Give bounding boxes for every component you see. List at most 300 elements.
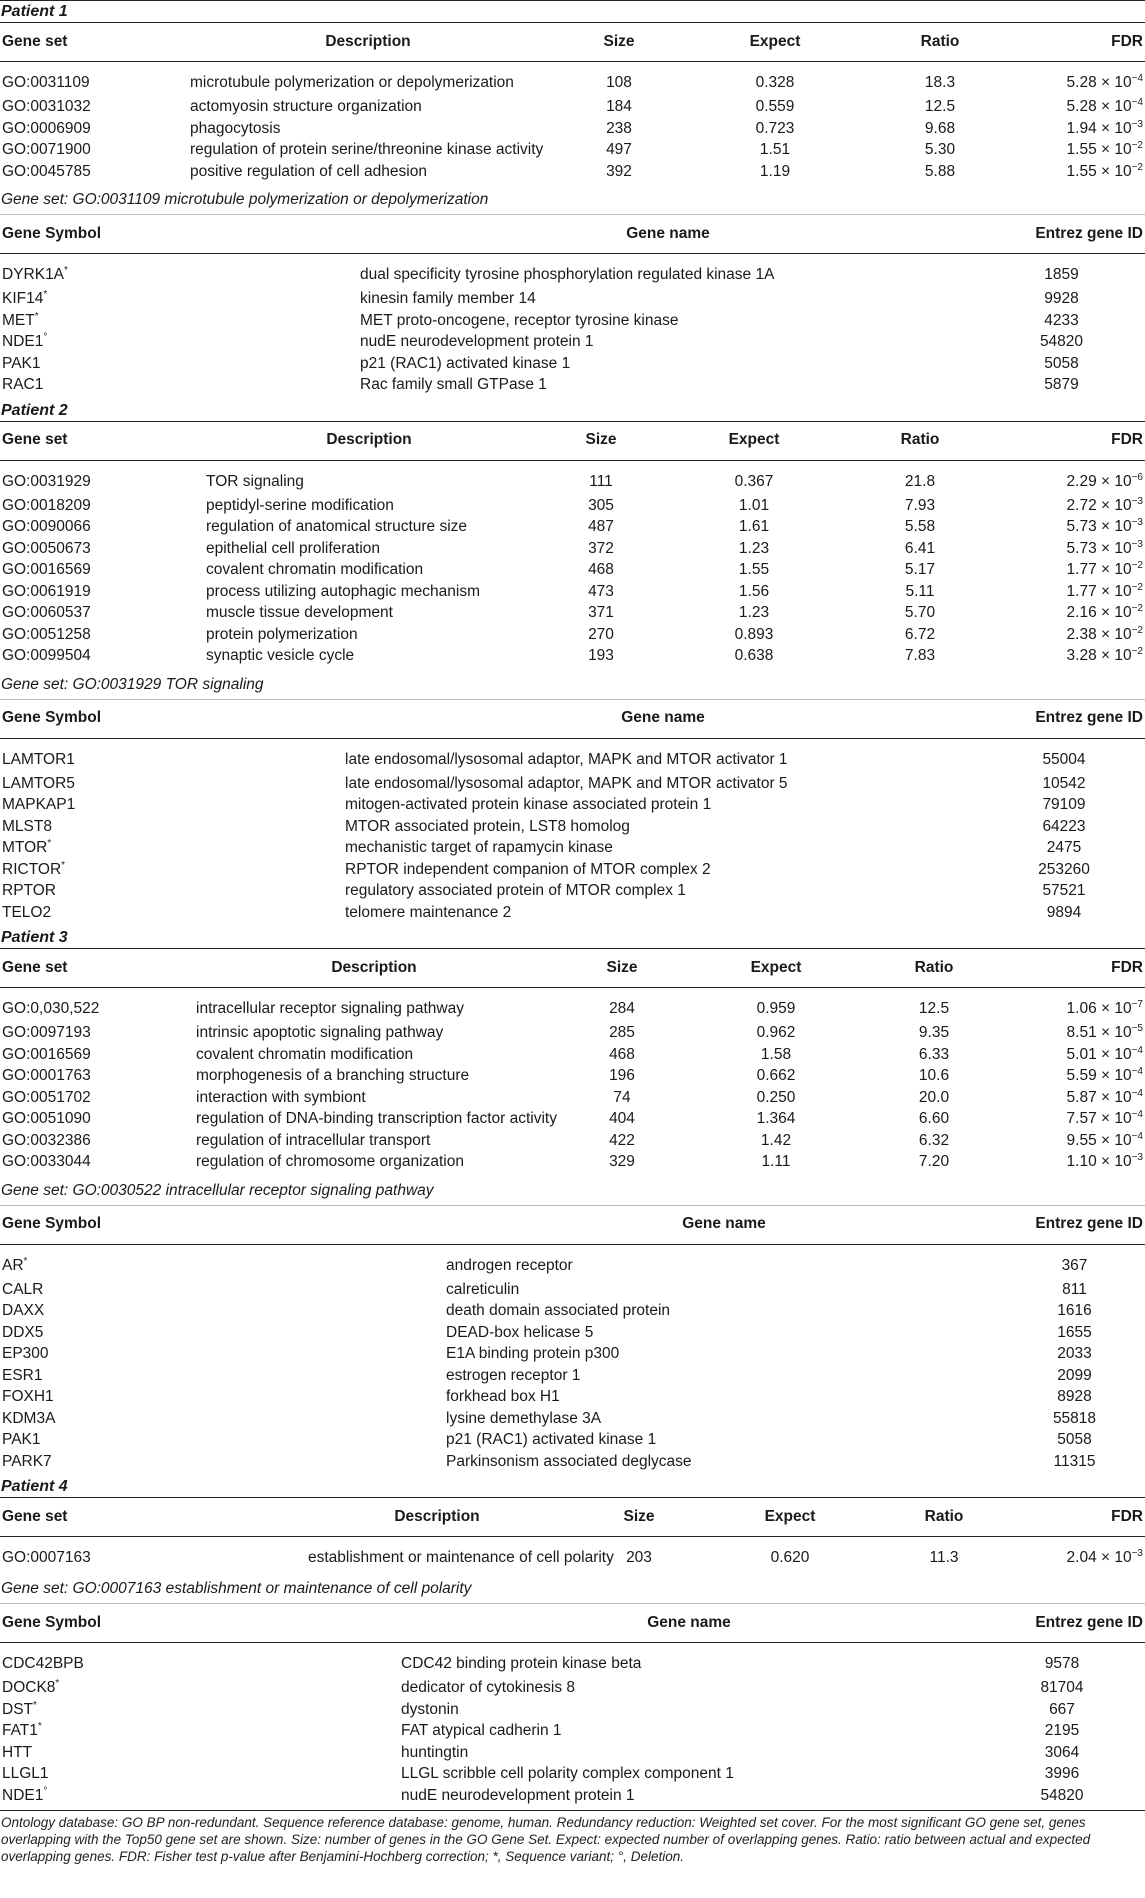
gene-set-size-cell: 74 (613, 1088, 631, 1106)
gene-set-expect-cell: 1.55 (738, 561, 770, 579)
gene-row (0, 1786, 1145, 1811)
gene-name-cell: regulatory associated protein of MTOR complex 1 (345, 882, 686, 900)
gene-symbol-cell (0, 795, 343, 817)
gene-name-cell: p21 (RAC1) activated kinase 1 (360, 354, 571, 372)
gene-set-fdr-cell (1006, 988, 1145, 1024)
fdr-exponent: −3 (1131, 538, 1143, 550)
fdr-mantissa: 2.72 × 10 (1066, 496, 1132, 514)
gene-symbol: TELO2 (2, 903, 52, 921)
gene-name-cell: CDC42 binding protein kinase beta (401, 1655, 642, 1673)
gene-symbol-cell (0, 903, 343, 928)
gene-set-desc-cell: regulation of intracellular transport (196, 1131, 431, 1149)
gene-set-ratio-cell: 6.33 (918, 1045, 950, 1063)
gene-set-expect-cell: 0.367 (734, 472, 774, 490)
column-header-size: Size (548, 23, 690, 62)
variant-marker: * (23, 1255, 28, 1267)
gene-symbol-cell (0, 1344, 444, 1366)
gene-set-ratio-cell: 5.70 (904, 604, 936, 622)
entrez-id-cell: 11315 (1053, 1452, 1096, 1470)
column-header-gene-name: Gene name (399, 1604, 979, 1643)
gene-set-desc-cell: TOR signaling (206, 472, 304, 490)
gene-set-ratio-cell: 6.60 (918, 1110, 950, 1128)
gene-symbol: PAK1 (2, 354, 41, 372)
gene-name-cell: late endosomal/lysosomal adaptor, MAPK and MTOR activator 5 (345, 774, 788, 792)
gene-set-header-row (0, 949, 1145, 988)
gene-set-size-cell: 371 (588, 604, 614, 622)
gene-set-expect-cell: 0.662 (756, 1067, 796, 1085)
gene-name-cell: death domain associated protein (446, 1302, 671, 1320)
gene-symbol-cell (0, 1643, 399, 1679)
fdr-mantissa: 1.77 × 10 (1066, 582, 1132, 600)
gene-set-id-cell: GO:0051702 (2, 1088, 91, 1106)
gene-set-ratio-cell: 6.41 (904, 539, 936, 557)
gene-symbol-cell (0, 817, 343, 839)
gene-set-row (0, 539, 1145, 561)
gene-symbol-cell (0, 254, 358, 290)
gene-row (0, 774, 1145, 796)
gene-set-id-cell: GO:0097193 (2, 1024, 91, 1042)
gene-symbol-cell (0, 354, 358, 376)
gene-symbol: RPTOR (2, 882, 56, 900)
gene-set-ratio-cell: 9.68 (924, 119, 956, 137)
gene-set-expect-cell: 0.328 (755, 74, 795, 92)
gene-set-fdr-cell (1020, 97, 1145, 119)
column-header-description: Description (194, 949, 554, 988)
gene-row (0, 1721, 1145, 1743)
fdr-mantissa: 5.28 × 10 (1066, 98, 1132, 116)
gene-name-cell: androgen receptor (446, 1256, 573, 1274)
gene-set-fdr-cell (1006, 1066, 1145, 1088)
gene-set-ratio-cell: 5.58 (904, 518, 936, 536)
fdr-mantissa: 1.94 × 10 (1066, 119, 1132, 137)
gene-set-fdr-cell (1018, 1537, 1145, 1576)
gene-symbol: LAMTOR5 (2, 774, 75, 792)
gene-name-cell: estrogen receptor 1 (446, 1366, 581, 1384)
gene-name-cell: RPTOR independent companion of MTOR complex 2 (345, 860, 711, 878)
column-header-size: Size (534, 422, 668, 461)
fdr-mantissa: 5.59 × 10 (1066, 1067, 1132, 1085)
gene-row (0, 375, 1145, 400)
gene-set-desc-cell: phagocytosis (190, 119, 281, 137)
gene-set-ratio-cell: 12.5 (918, 1000, 950, 1018)
gene-row (0, 1387, 1145, 1409)
gene-symbol: PAK1 (2, 1431, 41, 1449)
gene-set-desc-cell: interaction with symbiont (196, 1088, 366, 1106)
column-header-expect: Expect (710, 1498, 870, 1537)
gene-set-size-cell: 196 (609, 1067, 635, 1085)
gene-set-expect-cell: 0.723 (755, 119, 795, 137)
gene-set-desc-cell: peptidyl-serine modification (206, 496, 394, 514)
column-header-expect: Expect (690, 23, 860, 62)
gene-symbol: ESR1 (2, 1366, 43, 1384)
gene-set-row (0, 1131, 1145, 1153)
gene-symbol-cell (0, 1678, 399, 1700)
entrez-id-cell: 10542 (1042, 774, 1086, 792)
gene-name-cell: mitogen-activated protein kinase associated protein 1 (345, 796, 712, 814)
gene-set-ratio-cell: 7.83 (904, 647, 936, 665)
gene-set-size-cell: 203 (626, 1549, 652, 1567)
fdr-mantissa: 1.77 × 10 (1066, 561, 1132, 579)
gene-set-id-cell: GO:0018209 (2, 496, 91, 514)
gene-symbol-cell (0, 1323, 444, 1345)
gene-set-fdr-cell (1020, 162, 1145, 187)
gene-row (0, 1678, 1145, 1700)
variant-marker: * (34, 310, 39, 322)
gene-set-size-cell: 497 (606, 141, 632, 159)
gene-row (0, 838, 1145, 860)
gene-symbol-cell (0, 881, 343, 903)
gene-set-id-cell: GO:0051258 (2, 625, 91, 643)
patient-title: Patient 4 (0, 1476, 1145, 1498)
gene-set-expect-cell: 1.23 (738, 604, 770, 622)
column-header-gene-set: Gene set (0, 422, 204, 461)
gene-symbol-cell (0, 774, 343, 796)
gene-set-id-cell: GO:0031929 (2, 472, 91, 490)
gene-symbol-cell (0, 1700, 399, 1722)
gene-symbol: CALR (2, 1280, 44, 1298)
gene-set-fdr-cell (1000, 646, 1145, 671)
fdr-exponent: −4 (1131, 1130, 1143, 1142)
entrez-id-cell: 811 (1062, 1280, 1087, 1298)
column-header-gene-name: Gene name (343, 700, 983, 739)
gene-row (0, 817, 1145, 839)
gene-set-row (0, 582, 1145, 604)
gene-symbol: KDM3A (2, 1409, 56, 1427)
gene-name-cell: nudE neurodevelopment protein 1 (401, 1786, 635, 1804)
gene-set-size-cell: 468 (609, 1045, 635, 1063)
gene-symbol-cell (0, 1280, 444, 1302)
fdr-mantissa: 1.55 × 10 (1066, 162, 1132, 180)
variant-marker: * (37, 1721, 42, 1733)
gene-set-id-cell: GO:0090066 (2, 518, 91, 536)
gene-header-row (0, 1604, 1145, 1643)
gene-set-row (0, 162, 1145, 187)
fdr-exponent: −4 (1131, 97, 1143, 109)
gene-header-row (0, 700, 1145, 739)
gene-set-desc-cell: covalent chromatin modification (196, 1045, 414, 1063)
gene-set-expect-cell: 0.962 (756, 1024, 796, 1042)
gene-table (0, 215, 1145, 400)
column-header-gene-symbol: Gene Symbol (0, 1604, 399, 1643)
fdr-exponent: −4 (1131, 1087, 1143, 1099)
gene-set-size-cell: 329 (609, 1153, 635, 1171)
fdr-exponent: −2 (1131, 581, 1143, 593)
gene-set-fdr-cell (1000, 496, 1145, 518)
gene-name-cell: LLGL scribble cell polarity complex component 1 (401, 1765, 734, 1783)
gene-set-desc-cell: muscle tissue development (206, 604, 393, 622)
fdr-mantissa: 5.28 × 10 (1066, 74, 1132, 92)
gene-set-expect-cell: 1.58 (760, 1045, 792, 1063)
gene-set-fdr-cell (1000, 603, 1145, 625)
gene-set-size-cell: 487 (588, 518, 614, 536)
entrez-id-cell: 57521 (1042, 882, 1086, 900)
gene-set-id-cell: GO:0060537 (2, 604, 91, 622)
fdr-mantissa: 2.38 × 10 (1066, 625, 1132, 643)
gene-row (0, 860, 1145, 882)
gene-name-cell: dual specificity tyrosine phosphorylation regulated kinase 1A (360, 266, 775, 284)
fdr-mantissa: 3.28 × 10 (1066, 647, 1132, 665)
gene-set-ratio-cell: 7.93 (904, 496, 936, 514)
gene-row (0, 1643, 1145, 1679)
gene-symbol: DST (2, 1700, 33, 1718)
gene-set-row (0, 1537, 1145, 1576)
gene-set-row (0, 460, 1145, 496)
fdr-mantissa: 9.55 × 10 (1066, 1131, 1132, 1149)
entrez-id-cell: 1655 (1057, 1323, 1092, 1341)
gene-set-size-cell: 284 (609, 1000, 635, 1018)
gene-symbol: DYRK1A (2, 266, 65, 284)
entrez-id-cell: 81704 (1040, 1679, 1084, 1697)
gene-name-cell: Parkinsonism associated deglycase (446, 1452, 692, 1470)
fdr-exponent: −3 (1131, 1548, 1143, 1560)
entrez-id-cell: 54820 (1039, 333, 1084, 351)
column-header-ratio: Ratio (862, 949, 1006, 988)
gene-set-header-row (0, 422, 1145, 461)
gene-set-row (0, 988, 1145, 1024)
gene-set-row (0, 1045, 1145, 1067)
column-header-description: Description (204, 422, 534, 461)
gene-name-cell: late endosomal/lysosomal adaptor, MAPK and MTOR activator 1 (345, 750, 788, 768)
gene-row (0, 1743, 1145, 1765)
gene-set-ratio-cell: 5.30 (924, 141, 956, 159)
gene-set-fdr-cell (1000, 517, 1145, 539)
column-header-fdr: FDR (1006, 949, 1145, 988)
gene-set-id-cell: GO:0001763 (2, 1067, 91, 1085)
gene-set-fdr-cell (1000, 582, 1145, 604)
gene-set-fdr-cell (1000, 460, 1145, 496)
gene-set-desc-cell: regulation of chromosome organization (196, 1153, 464, 1171)
gene-set-desc-cell: actomyosin structure organization (190, 98, 422, 116)
gene-symbol-cell (0, 311, 358, 333)
gene-symbol-cell (0, 838, 343, 860)
gene-set-expect-cell: 1.56 (738, 582, 770, 600)
gene-symbol-cell (0, 1743, 399, 1765)
gene-set-desc-cell: regulation of anatomical structure size (206, 518, 468, 536)
gene-set-size-cell: 285 (609, 1024, 635, 1042)
entrez-id-cell: 55818 (1052, 1409, 1097, 1427)
column-header-gene-symbol: Gene Symbol (0, 215, 358, 254)
gene-set-id-cell: GO:0061919 (2, 582, 91, 600)
fdr-mantissa: 1.06 × 10 (1066, 1000, 1132, 1018)
gene-set-expect-cell: 0.893 (734, 625, 774, 643)
gene-row (0, 1366, 1145, 1388)
column-header-gene-set: Gene set (0, 949, 194, 988)
column-header-entrez-id: Entrez gene ID (1004, 1206, 1145, 1245)
entrez-id-cell: 367 (1061, 1256, 1088, 1274)
fdr-exponent: −2 (1131, 624, 1143, 636)
column-header-ratio: Ratio (860, 23, 1020, 62)
gene-set-size-cell: 108 (606, 74, 632, 92)
column-header-size: Size (568, 1498, 710, 1537)
gene-set-size-cell: 372 (588, 539, 614, 557)
gene-set-desc-cell: positive regulation of cell adhesion (190, 162, 427, 180)
gene-row (0, 1244, 1145, 1280)
gene-set-ratio-cell: 6.32 (918, 1131, 950, 1149)
gene-symbol: MTOR (2, 839, 48, 857)
fdr-mantissa: 5.73 × 10 (1066, 518, 1132, 536)
gene-row (0, 1323, 1145, 1345)
patient-title: Patient 2 (0, 400, 1145, 422)
entrez-id-cell: 667 (1049, 1700, 1075, 1718)
gene-set-desc-cell: microtubule polymerization or depolymerization (190, 74, 514, 92)
gene-table (0, 700, 1145, 928)
gene-set-size-cell: 270 (588, 625, 614, 643)
gene-name-cell: forkhead box H1 (446, 1388, 560, 1406)
gene-name-cell: nudE neurodevelopment protein 1 (360, 333, 594, 351)
gene-row (0, 311, 1145, 333)
gene-table (0, 1206, 1145, 1477)
gene-name-cell: Rac family small GTPase 1 (360, 376, 547, 394)
gene-set-size-cell: 392 (606, 162, 632, 180)
gene-symbol-cell (0, 375, 358, 400)
fdr-mantissa: 5.01 × 10 (1066, 1045, 1132, 1063)
gene-table (0, 1604, 1145, 1810)
gene-set-id-cell: GO:0,030,522 (2, 1000, 100, 1018)
gene-symbol: LAMTOR1 (2, 750, 75, 768)
gene-symbol-cell (0, 1366, 444, 1388)
gene-set-expect-cell: 0.250 (756, 1088, 796, 1106)
gene-row (0, 1452, 1145, 1477)
gene-set-caption: Gene set: GO:0031929 TOR signaling (0, 671, 1145, 700)
gene-symbol-cell (0, 1452, 444, 1477)
gene-set-row (0, 1023, 1145, 1045)
gene-set-id-cell: GO:0016569 (2, 561, 91, 579)
patient-title: Patient 1 (0, 0, 1145, 23)
column-header-expect: Expect (668, 422, 840, 461)
gene-symbol-cell (0, 1244, 444, 1280)
gene-set-desc-cell: synaptic vesicle cycle (206, 647, 355, 665)
gene-symbol: PARK7 (2, 1452, 52, 1470)
variant-marker: * (55, 1678, 60, 1690)
gene-name-cell: mechanistic target of rapamycin kinase (345, 839, 613, 857)
gene-set-id-cell: GO:0071900 (2, 141, 91, 159)
column-header-gene-symbol: Gene Symbol (0, 700, 343, 739)
gene-symbol: EP300 (2, 1345, 49, 1363)
gene-set-row (0, 560, 1145, 582)
entrez-id-cell: 3064 (1044, 1743, 1080, 1761)
gene-row (0, 254, 1145, 290)
gene-name-cell: calreticulin (446, 1280, 520, 1298)
fdr-exponent: −3 (1131, 495, 1143, 507)
gene-set-ratio-cell: 5.17 (904, 561, 936, 579)
gene-symbol: RICTOR (2, 860, 62, 878)
gene-name-cell: huntingtin (401, 1743, 469, 1761)
column-header-gene-name: Gene name (444, 1206, 1004, 1245)
gene-set-table (0, 23, 1145, 186)
gene-name-cell: dystonin (401, 1700, 459, 1718)
column-header-entrez-id: Entrez gene ID (979, 1604, 1145, 1643)
fdr-exponent: −6 (1131, 471, 1143, 483)
gene-set-size-cell: 111 (589, 472, 613, 490)
gene-set-row (0, 119, 1145, 141)
gene-set-size-cell: 404 (609, 1110, 635, 1128)
column-header-gene-name: Gene name (358, 215, 978, 254)
gene-symbol-cell (0, 1387, 444, 1409)
gene-set-size-cell: 468 (588, 561, 614, 579)
fdr-exponent: −2 (1131, 161, 1143, 173)
fdr-exponent: −2 (1131, 603, 1143, 615)
fdr-exponent: −4 (1131, 1109, 1143, 1121)
column-header-gene-symbol: Gene Symbol (0, 1206, 444, 1245)
entrez-id-cell: 5879 (1044, 376, 1079, 394)
fdr-exponent: −4 (1131, 73, 1143, 85)
gene-set-ratio-cell: 21.8 (904, 472, 936, 490)
entrez-id-cell: 2475 (1046, 839, 1082, 857)
gene-set-row (0, 140, 1145, 162)
gene-set-row (0, 1152, 1145, 1177)
gene-symbol: HTT (2, 1743, 33, 1761)
gene-name-cell: telomere maintenance 2 (345, 903, 512, 921)
gene-set-fdr-cell (1000, 625, 1145, 647)
gene-symbol-cell (0, 1301, 444, 1323)
entrez-id-cell: 55004 (1042, 750, 1086, 768)
entrez-id-cell: 2195 (1044, 1722, 1080, 1740)
column-header-ratio: Ratio (840, 422, 1000, 461)
fdr-mantissa: 5.73 × 10 (1066, 539, 1132, 557)
gene-set-caption: Gene set: GO:0030522 intracellular receptor signaling pathway (0, 1177, 1145, 1206)
column-header-gene-set: Gene set (0, 1498, 306, 1537)
entrez-id-cell: 54820 (1040, 1786, 1084, 1804)
gene-set-ratio-cell: 7.20 (918, 1153, 950, 1171)
gene-set-ratio-cell: 20.0 (918, 1088, 950, 1106)
gene-set-fdr-cell (1020, 62, 1145, 98)
gene-set-desc-cell: establishment or maintenance of cell polarity (308, 1549, 614, 1567)
variant-marker: * (43, 289, 48, 301)
gene-symbol-cell (0, 1409, 444, 1431)
gene-set-ratio-cell: 11.3 (929, 1549, 959, 1567)
gene-set-expect-cell: 1.01 (738, 496, 770, 514)
gene-set-fdr-cell (1000, 560, 1145, 582)
gene-set-expect-cell: 1.42 (760, 1131, 792, 1149)
gene-set-expect-cell: 1.23 (738, 539, 770, 557)
gene-set-row (0, 1088, 1145, 1110)
gene-row (0, 881, 1145, 903)
fdr-mantissa: 7.57 × 10 (1066, 1110, 1132, 1128)
fdr-exponent: −4 (1131, 1066, 1143, 1078)
gene-name-cell: p21 (RAC1) activated kinase 1 (446, 1431, 657, 1449)
entrez-id-cell: 79109 (1042, 796, 1086, 814)
gene-name-cell: kinesin family member 14 (360, 290, 536, 308)
entrez-id-cell: 64223 (1042, 817, 1086, 835)
variant-marker: ° (43, 1785, 48, 1797)
gene-set-fdr-cell (1006, 1023, 1145, 1045)
gene-set-ratio-cell: 5.11 (905, 582, 935, 600)
gene-symbol: DOCK8 (2, 1679, 56, 1697)
gene-symbol: MAPKAP1 (2, 796, 76, 814)
gene-set-table (0, 949, 1145, 1177)
gene-symbol: LLGL1 (2, 1765, 49, 1783)
gene-symbol-cell (0, 1721, 399, 1743)
gene-set-id-cell: GO:0031109 (2, 74, 90, 92)
gene-set-desc-cell: covalent chromatin modification (206, 561, 424, 579)
gene-set-caption: Gene set: GO:0007163 establishment or maintenance of cell polarity (0, 1575, 1145, 1604)
fdr-exponent: −2 (1131, 560, 1143, 572)
gene-symbol: RAC1 (2, 376, 44, 394)
fdr-exponent: −7 (1131, 999, 1143, 1011)
column-header-fdr: FDR (1000, 422, 1145, 461)
gene-set-ratio-cell: 18.3 (924, 74, 956, 92)
entrez-id-cell: 253260 (1038, 860, 1090, 878)
entrez-id-cell: 9578 (1044, 1655, 1080, 1673)
gene-header-row (0, 1206, 1145, 1245)
gene-set-expect-cell: 1.51 (759, 141, 791, 159)
entrez-id-cell: 1616 (1057, 1302, 1092, 1320)
entrez-id-cell: 9894 (1046, 903, 1082, 921)
gene-set-fdr-cell (1006, 1088, 1145, 1110)
gene-set-ratio-cell: 6.72 (904, 625, 936, 643)
gene-set-fdr-cell (1000, 539, 1145, 561)
gene-symbol-cell (0, 738, 343, 774)
